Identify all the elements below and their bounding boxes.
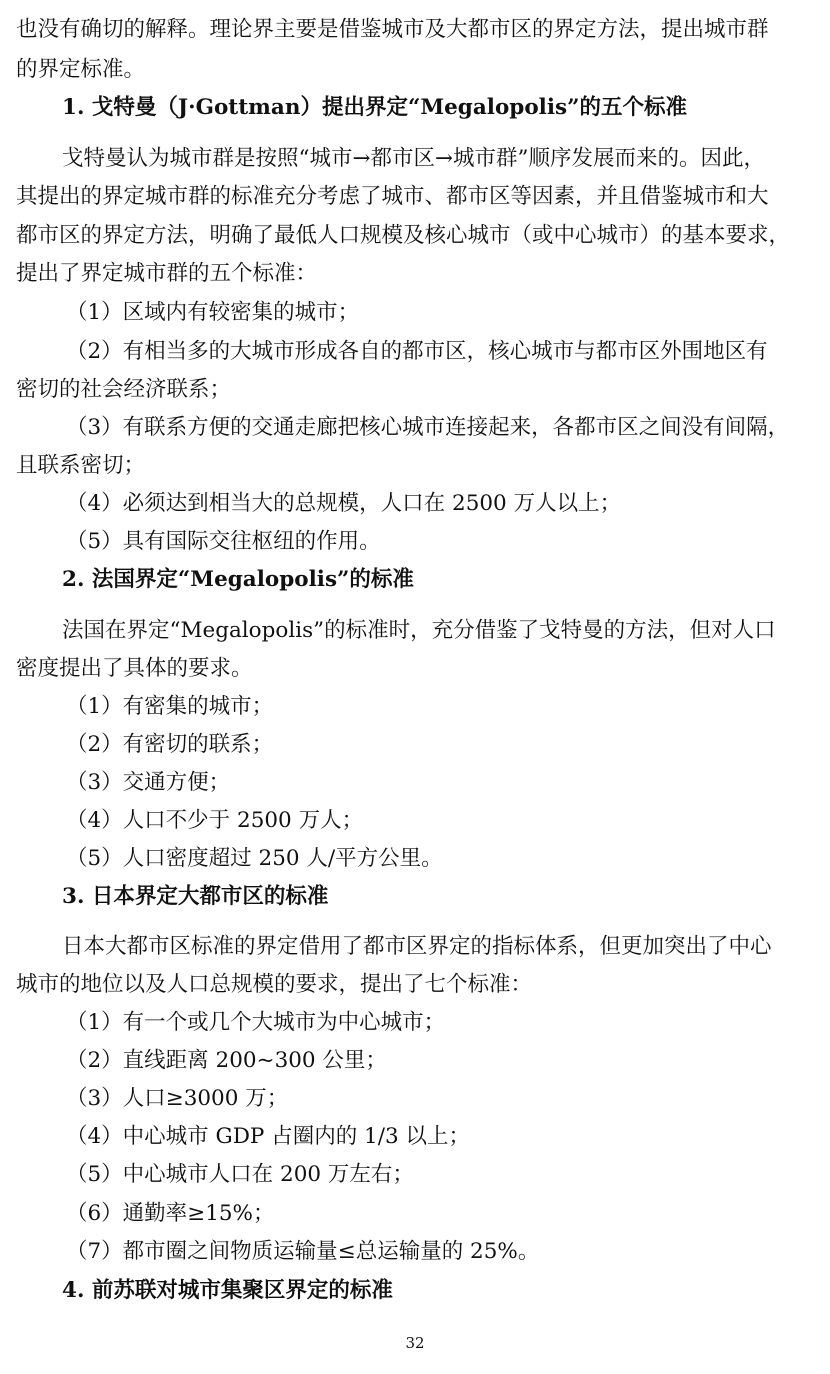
section-3-item-1: （1）有一个或几个大城市为中心城市； — [66, 1010, 446, 1035]
section-1-para-line-4: 提出了界定城市群的五个标准： — [16, 261, 318, 286]
section-1-item-2-cont: 密切的社会经济联系； — [16, 377, 232, 402]
intro-line-1: 也没有确切的解释。理论界主要是借鉴城市及大都市区的界定方法，提出城市群 — [16, 17, 769, 42]
section-3-item-7: （7）都市圈之间物质运输量≤总运输量的 25%。 — [66, 1239, 540, 1264]
section-1-para-line-2: 其提出的界定城市群的标准充分考虑了城市、都市区等因素，并且借鉴城市和大 — [16, 184, 769, 209]
intro-line-2: 的界定标准。 — [16, 57, 146, 82]
section-2-para-line-1: 法国在界定“Megalopolis”的标准时，充分借鉴了戈特曼的方法，但对人口 — [62, 618, 776, 643]
section-2-item-4: （4）人口不少于 2500 万人； — [66, 808, 364, 833]
section-1-item-2: （2）有相当多的大城市形成各自的都市区，核心城市与都市区外围地区有 — [66, 339, 768, 364]
section-2-para-line-2: 密度提出了具体的要求。 — [16, 656, 253, 681]
section-3-item-5: （5）中心城市人口在 200 万左右； — [66, 1162, 414, 1187]
section-1-item-3: （3）有联系方便的交通走廊把核心城市连接起来，各都市区之间没有间隔， — [66, 415, 790, 440]
section-2-heading: 2. 法国界定“Megalopolis”的标准 — [62, 567, 414, 592]
section-1-item-5: （5）具有国际交往枢纽的作用。 — [66, 529, 381, 554]
section-4-heading: 4. 前苏联对城市集聚区界定的标准 — [62, 1278, 393, 1303]
section-3-heading: 3. 日本界定大都市区的标准 — [62, 884, 329, 909]
section-1-item-4: （4）必须达到相当大的总规模，人口在 2500 万人以上； — [66, 491, 622, 516]
section-3-item-2: （2）直线距离 200~300 公里； — [66, 1048, 387, 1073]
section-3-item-3: （3）人口≥3000 万； — [66, 1086, 289, 1111]
section-2-item-5: （5）人口密度超过 250 人/平方公里。 — [66, 846, 443, 871]
section-1-item-1: （1）区域内有较密集的城市； — [66, 300, 360, 325]
section-1-para-line-3: 都市区的界定方法，明确了最低人口规模及核心城市（或中心城市）的基本要求， — [16, 223, 791, 248]
section-3-para-line-2: 城市的地位以及人口总规模的要求，提出了七个标准： — [16, 972, 533, 997]
section-1-para-line-1: 戈特曼认为城市群是按照“城市→都市区→城市群”顺序发展而来的。因此， — [62, 146, 766, 171]
section-3-item-6: （6）通勤率≥15%； — [66, 1201, 275, 1226]
section-1-heading: 1. 戈特曼（J·Gottman）提出界定“Megalopolis”的五个标准 — [62, 95, 687, 120]
section-2-item-1: （1）有密集的城市； — [66, 694, 274, 719]
section-3-para-line-1: 日本大都市区标准的界定借用了都市区界定的指标体系，但更加突出了中心 — [62, 934, 772, 959]
page-number: 32 — [405, 1334, 425, 1352]
section-3-item-4: （4）中心城市 GDP 占圈内的 1/3 以上； — [66, 1124, 470, 1149]
section-2-item-3: （3）交通方便； — [66, 770, 231, 795]
section-1-item-3-cont: 且联系密切； — [16, 453, 146, 478]
section-2-item-2: （2）有密切的联系； — [66, 732, 274, 757]
